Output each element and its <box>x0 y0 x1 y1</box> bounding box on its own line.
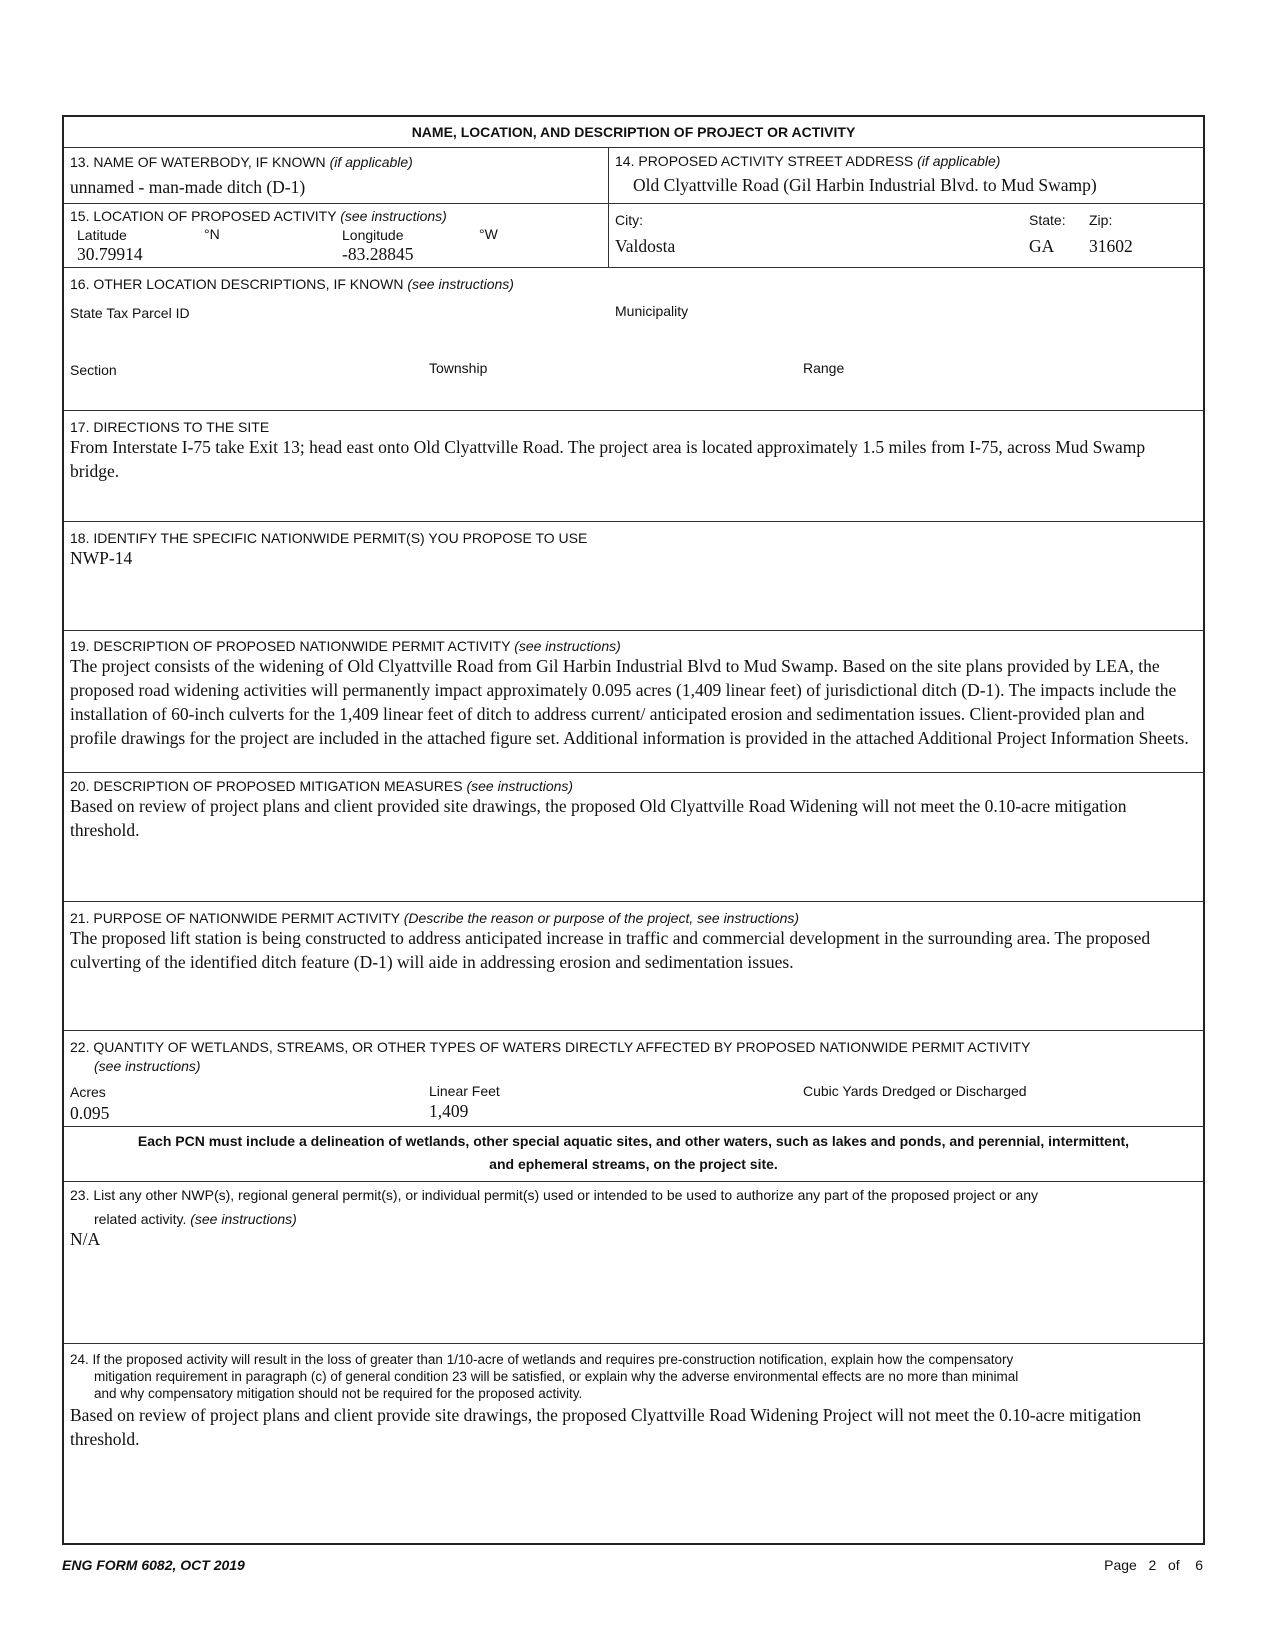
longitude-field[interactable]: -83.28845 <box>342 244 414 264</box>
linear-feet-field[interactable]: 1,409 <box>429 1101 469 1121</box>
field-15 <box>64 204 609 267</box>
field-18 <box>64 522 1203 631</box>
municipality-label: Municipality <box>615 303 689 319</box>
waterbody-name-field[interactable]: unnamed - man-made ditch (D-1) <box>70 177 306 197</box>
field-17 <box>64 411 1203 522</box>
field-15-label: 15. LOCATION OF PROPOSED ACTIVITY <box>70 208 337 224</box>
page-indicator <box>1104 1557 1203 1573</box>
field-24-label-3: and why compensatory mitigation should not be required for the proposed activity. <box>94 1386 583 1401</box>
field-14-label: 14. PROPOSED ACTIVITY STREET ADDRESS <box>615 153 914 169</box>
row-15-city <box>64 204 1203 268</box>
page-total: 6 <box>1195 1557 1203 1573</box>
of-label: of <box>1167 1557 1180 1573</box>
section-title: NAME, LOCATION, AND DESCRIPTION OF PROJECT OR ACTIVITY <box>411 124 856 140</box>
acres-label: Acres <box>70 1084 106 1100</box>
nwp-field[interactable]: NWP-14 <box>70 548 133 568</box>
field-24-label: 24. If the proposed activity will result in the loss of greater than 1/10-acre of wetlands and requires pre-construction notification, explain how the compensatory <box>70 1352 1014 1367</box>
field-16-hint: (see instructions) <box>407 276 514 292</box>
field-20-hint: (see instructions) <box>466 778 574 794</box>
field-19 <box>64 631 1203 773</box>
notice-line-1: Each PCN must include a delineation of wetlands, other special aquatic sites, and other waters, such as lakes and ponds, and perennial, intermittent, <box>137 1133 1130 1149</box>
field-14-hint: (if applicable) <box>917 153 1001 169</box>
field-23-hint: (see instructions) <box>190 1211 297 1227</box>
street-address-field[interactable]: Old Clyattville Road (Gil Harbin Industrial Blvd. to Mud Swamp) <box>633 175 1097 195</box>
field-13-hint: (if applicable) <box>329 154 413 170</box>
state-field[interactable]: GA <box>1029 236 1055 256</box>
purpose-field[interactable]: The proposed lift station is being constructed to address anticipated increase in traffic and commercial development in the surrounding area. The proposed culverting of the identified ditch feature (D-1) will aide in addressing erosion and sedimentation issues. <box>70 928 1151 972</box>
field-19-hint: (see instructions) <box>514 638 621 654</box>
zip-label: Zip: <box>1089 212 1113 228</box>
field-16 <box>64 268 1203 411</box>
other-permits-field[interactable]: N/A <box>70 1229 101 1249</box>
field-20-label: 20. DESCRIPTION OF PROPOSED MITIGATION MEASURES <box>70 778 463 794</box>
township-label: Township <box>429 360 488 376</box>
longitude-unit: °W <box>479 226 498 242</box>
field-19-label: 19. DESCRIPTION OF PROPOSED NATIONWIDE PERMIT ACTIVITY <box>70 638 511 654</box>
latitude-label: Latitude <box>77 227 127 243</box>
field-23-label: 23. List any other NWP(s), regional general permit(s), or individual permit(s) used or intended to be used to authorize any part of the proposed project or any <box>70 1187 1039 1203</box>
linear-feet-label: Linear Feet <box>429 1083 500 1099</box>
directions-field[interactable]: From Interstate I-75 take Exit 13; head east onto Old Clyattville Road. The project area is located approximately 1.5 miles from I-75, across Mud Swamp bridge. <box>70 437 1146 481</box>
notice-line-2: and ephemeral streams, on the project site. <box>489 1156 778 1172</box>
latitude-field[interactable]: 30.79914 <box>77 244 143 264</box>
field-22-label: 22. QUANTITY OF WETLANDS, STREAMS, OR OTHER TYPES OF WATERS DIRECTLY AFFECTED BY PROPOSED NATIONWIDE PERMIT ACTIVITY <box>70 1039 1031 1055</box>
form-id: ENG FORM 6082, OCT 2019 <box>62 1557 245 1573</box>
mitigation-field[interactable]: Based on review of project plans and client provided site drawings, the proposed Old Clyattville Road Widening will not meet the 0.10-acre mitigation threshold. <box>70 796 1127 840</box>
city-state-zip <box>609 204 1203 267</box>
page-number: 2 <box>1148 1557 1157 1573</box>
city-field[interactable]: Valdosta <box>615 236 676 256</box>
field-24 <box>64 1344 1203 1547</box>
field-13-label: 13. NAME OF WATERBODY, IF KNOWN <box>70 154 326 170</box>
longitude-label: Longitude <box>342 227 404 243</box>
city-label: City: <box>615 212 643 228</box>
section-label: Section <box>70 362 117 378</box>
field-16-label: 16. OTHER LOCATION DESCRIPTIONS, IF KNOWN <box>70 276 404 292</box>
field-21 <box>64 902 1203 1031</box>
field-20 <box>64 773 1203 902</box>
field-21-hint: (Describe the reason or purpose of the project, see instructions) <box>403 910 800 926</box>
cubic-yards-label: Cubic Yards Dredged or Discharged <box>803 1083 1027 1099</box>
field-23 <box>64 1182 1203 1344</box>
parcel-id-label: State Tax Parcel ID <box>70 305 190 321</box>
page-label: Page <box>1104 1557 1137 1573</box>
compensatory-mitigation-field[interactable]: Based on review of project plans and client provide site drawings, the proposed Clyattville Road Widening Project will not meet the 0.10-acre mitigation threshold. <box>70 1405 1142 1449</box>
field-15-hint: (see instructions) <box>340 208 447 224</box>
pcn-form <box>62 115 1205 1545</box>
field-21-label: 21. PURPOSE OF NATIONWIDE PERMIT ACTIVITY <box>70 910 400 926</box>
zip-field[interactable]: 31602 <box>1089 236 1133 256</box>
range-label: Range <box>803 360 845 376</box>
field-24-label-2: mitigation requirement in paragraph (c) of general condition 23 will be satisfied, or explain why the adverse environmental effects are no more than minimal <box>94 1369 1019 1384</box>
field-23-label-2: related activity. <box>94 1211 187 1227</box>
state-label: State: <box>1029 212 1066 228</box>
field-22 <box>64 1031 1203 1127</box>
field-22-hint: (see instructions) <box>94 1058 201 1074</box>
pcn-notice <box>64 1127 1203 1182</box>
field-14 <box>609 148 1203 203</box>
field-18-label: 18. IDENTIFY THE SPECIFIC NATIONWIDE PERMIT(S) YOU PROPOSE TO USE <box>70 530 588 546</box>
acres-field[interactable]: 0.095 <box>70 1103 110 1123</box>
field-17-label: 17. DIRECTIONS TO THE SITE <box>70 419 270 435</box>
row-13-14 <box>64 148 1203 204</box>
field-13 <box>64 148 609 203</box>
activity-description-field[interactable]: The project consists of the widening of Old Clyattville Road from Gil Harbin Industrial Blvd to Mud Swamp. Based on the site plans provided by LEA, the proposed road widening activities will permanently impact approximately 0.095 acres (1,409 linear feet) of jurisdictional ditch (D-1). The impacts include the installation of 60-inch culverts for the 1,409 linear feet of ditch to address current/ anticipated erosion and sedimentation issues. Client-provided plan and profile drawings for the project are included in the attached figure set. Additional information is provided in the attached Additional Project Information Sheets. <box>70 656 1189 748</box>
latitude-unit: °N <box>204 226 220 242</box>
form-header <box>64 117 1203 148</box>
